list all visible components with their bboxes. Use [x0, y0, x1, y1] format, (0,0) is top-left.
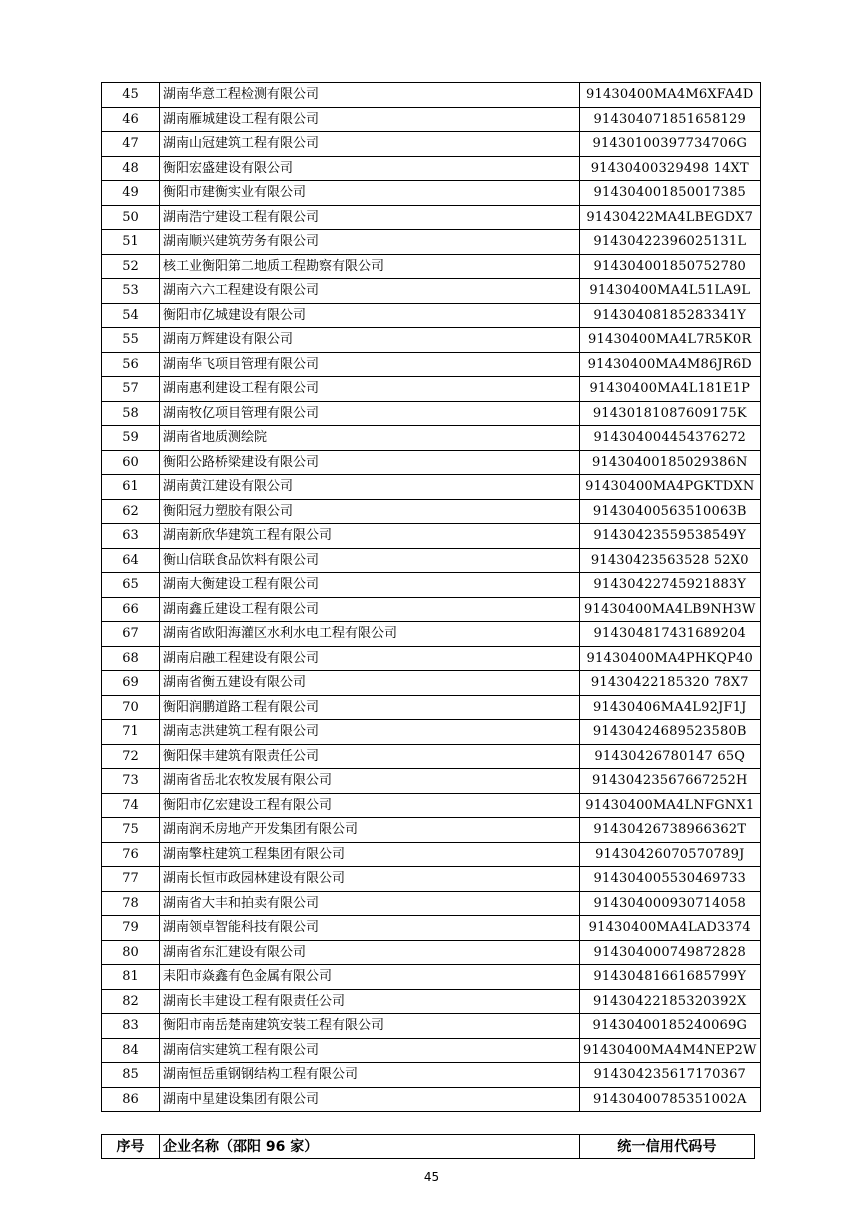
- row-company-name: 湖南新欣华建筑工程有限公司: [160, 524, 580, 549]
- row-index: 66: [102, 597, 160, 622]
- table-row: [102, 352, 761, 377]
- row-credit-code: 91430400MA4M86JR6D: [580, 352, 761, 377]
- row-index: 67: [102, 622, 160, 647]
- table-row: [102, 744, 761, 769]
- table-row: [102, 426, 761, 451]
- row-index: 52: [102, 254, 160, 279]
- row-company-name: 湖南雁城建设工程有限公司: [160, 107, 580, 132]
- table-row: [102, 1014, 761, 1039]
- table-row: [102, 818, 761, 843]
- table-row: [102, 254, 761, 279]
- row-credit-code: 914304001850752780: [580, 254, 761, 279]
- row-index: 85: [102, 1063, 160, 1088]
- row-company-name: 湖南华飞项目管理有限公司: [160, 352, 580, 377]
- row-company-name: 湖南启融工程建设有限公司: [160, 646, 580, 671]
- row-company-name: 湖南牧亿项目管理有限公司: [160, 401, 580, 426]
- row-index: 70: [102, 695, 160, 720]
- row-credit-code: 91430423567667252H: [580, 769, 761, 794]
- table-row: [102, 622, 761, 647]
- row-index: 49: [102, 181, 160, 206]
- row-index: 47: [102, 132, 160, 157]
- table-row: [102, 107, 761, 132]
- row-company-name: 湖南惠利建设工程有限公司: [160, 377, 580, 402]
- row-credit-code: 91430426780147 65Q: [580, 744, 761, 769]
- row-index: 61: [102, 475, 160, 500]
- table-row: [102, 646, 761, 671]
- table-row: [102, 573, 761, 598]
- row-credit-code: 91430400MA4LAD3374: [580, 916, 761, 941]
- table-row: [102, 401, 761, 426]
- row-index: 75: [102, 818, 160, 843]
- row-credit-code: 91430422745921883Y: [580, 573, 761, 598]
- row-index: 68: [102, 646, 160, 671]
- row-index: 59: [102, 426, 160, 451]
- row-company-name: 湖南山冠建筑工程有限公司: [160, 132, 580, 157]
- row-index: 62: [102, 499, 160, 524]
- row-company-name: 湖南领卓智能科技有限公司: [160, 916, 580, 941]
- company-table-body: [102, 83, 761, 1112]
- row-index: 78: [102, 891, 160, 916]
- row-company-name: 湖南省衡五建设有限公司: [160, 671, 580, 696]
- row-company-name: 衡阳市南岳楚南建筑安装工程有限公司: [160, 1014, 580, 1039]
- row-company-name: 湖南润禾房地产开发集团有限公司: [160, 818, 580, 843]
- table-row: [102, 328, 761, 353]
- row-index: 55: [102, 328, 160, 353]
- row-company-name: 衡阳市亿城建设有限公司: [160, 303, 580, 328]
- row-company-name: 衡阳市亿宏建设工程有限公司: [160, 793, 580, 818]
- table-row: [102, 916, 761, 941]
- row-credit-code: 91430424689523580B: [580, 720, 761, 745]
- row-index: 81: [102, 965, 160, 990]
- row-credit-code: 914304817431689204: [580, 622, 761, 647]
- row-credit-code: 91430422396025131L: [580, 230, 761, 255]
- row-index: 79: [102, 916, 160, 941]
- row-index: 77: [102, 867, 160, 892]
- row-credit-code: 91430100397734706G: [580, 132, 761, 157]
- row-credit-code: 91430400MA4L51LA9L: [580, 279, 761, 304]
- row-company-name: 湖南六六工程建设有限公司: [160, 279, 580, 304]
- row-index: 72: [102, 744, 160, 769]
- table-row: [102, 965, 761, 990]
- row-credit-code: 91430408185283341Y: [580, 303, 761, 328]
- table-row: [102, 205, 761, 230]
- row-credit-code: 914304071851658129: [580, 107, 761, 132]
- row-company-name: 湖南大衡建设工程有限公司: [160, 573, 580, 598]
- table-row: [102, 475, 761, 500]
- header-row: [102, 1135, 755, 1159]
- row-company-name: 衡阳市建衡实业有限公司: [160, 181, 580, 206]
- row-company-name: 湖南省东汇建设有限公司: [160, 940, 580, 965]
- table-row: [102, 548, 761, 573]
- row-index: 51: [102, 230, 160, 255]
- row-index: 80: [102, 940, 160, 965]
- row-index: 82: [102, 989, 160, 1014]
- row-credit-code: 91430400185029386N: [580, 450, 761, 475]
- table-row: [102, 1038, 761, 1063]
- row-index: 69: [102, 671, 160, 696]
- table-row: [102, 132, 761, 157]
- row-credit-code: 914304000749872828: [580, 940, 761, 965]
- row-credit-code: 91430481661685799Y: [580, 965, 761, 990]
- row-index: 54: [102, 303, 160, 328]
- table-row: [102, 720, 761, 745]
- row-index: 74: [102, 793, 160, 818]
- table-row: [102, 230, 761, 255]
- row-company-name: 湖南省大丰和拍卖有限公司: [160, 891, 580, 916]
- table-row: [102, 1063, 761, 1088]
- row-credit-code: 91430400MA4M6XFA4D: [580, 83, 761, 108]
- row-index: 63: [102, 524, 160, 549]
- table-row: [102, 769, 761, 794]
- row-index: 76: [102, 842, 160, 867]
- row-index: 84: [102, 1038, 160, 1063]
- table-row: [102, 597, 761, 622]
- row-credit-code: 91430423563528 52X0: [580, 548, 761, 573]
- row-credit-code: 91430426738966362T: [580, 818, 761, 843]
- row-company-name: 湖南省地质测绘院: [160, 426, 580, 451]
- row-credit-code: 91430181087609175K: [580, 401, 761, 426]
- row-credit-code: 91430400MA4L181E1P: [580, 377, 761, 402]
- row-company-name: 湖南省岳北农牧发展有限公司: [160, 769, 580, 794]
- row-company-name: 湖南中星建设集团有限公司: [160, 1087, 580, 1112]
- row-index: 58: [102, 401, 160, 426]
- row-company-name: 湖南长恒市政园林建设有限公司: [160, 867, 580, 892]
- header-index: 序号: [102, 1135, 160, 1159]
- row-index: 56: [102, 352, 160, 377]
- row-credit-code: 91430400MA4PHKQP40: [580, 646, 761, 671]
- row-credit-code: 91430400185240069G: [580, 1014, 761, 1039]
- row-company-name: 湖南鑫丘建设工程有限公司: [160, 597, 580, 622]
- row-index: 57: [102, 377, 160, 402]
- table-row: [102, 156, 761, 181]
- row-credit-code: 914304001850017385: [580, 181, 761, 206]
- row-credit-code: 914304005530469733: [580, 867, 761, 892]
- row-credit-code: 914304235617170367: [580, 1063, 761, 1088]
- row-company-name: 衡阳公路桥梁建设有限公司: [160, 450, 580, 475]
- row-credit-code: 91430400563510063B: [580, 499, 761, 524]
- row-index: 64: [102, 548, 160, 573]
- row-index: 50: [102, 205, 160, 230]
- table-row: [102, 1087, 761, 1112]
- row-company-name: 核工业衡阳第二地质工程勘察有限公司: [160, 254, 580, 279]
- row-credit-code: 91430400MA4LNFGNX1: [580, 793, 761, 818]
- row-company-name: 湖南黄江建设有限公司: [160, 475, 580, 500]
- row-credit-code: 91430406MA4L92JF1J: [580, 695, 761, 720]
- row-company-name: 衡阳冠力塑胶有限公司: [160, 499, 580, 524]
- row-credit-code: 91430400MA4M4NEP2W: [580, 1038, 761, 1063]
- row-company-name: 湖南顺兴建筑劳务有限公司: [160, 230, 580, 255]
- row-index: 48: [102, 156, 160, 181]
- row-company-name: 湖南擎柱建筑工程集团有限公司: [160, 842, 580, 867]
- table-row: [102, 181, 761, 206]
- row-credit-code: 91430400785351002A: [580, 1087, 761, 1112]
- table-row: [102, 867, 761, 892]
- table-row: [102, 377, 761, 402]
- header-company-name: 企业名称（邵阳 96 家）: [160, 1135, 580, 1159]
- table-row: [102, 989, 761, 1014]
- row-credit-code: 91430422185320 78X7: [580, 671, 761, 696]
- row-credit-code: 91430422185320392X: [580, 989, 761, 1014]
- row-index: 83: [102, 1014, 160, 1039]
- row-credit-code: 91430400MA4L7R5K0R: [580, 328, 761, 353]
- table-row: [102, 891, 761, 916]
- row-index: 71: [102, 720, 160, 745]
- table-row: [102, 303, 761, 328]
- row-company-name: 湖南万辉建设有限公司: [160, 328, 580, 353]
- row-credit-code: 91430400MA4PGKTDXN: [580, 475, 761, 500]
- table-row: [102, 450, 761, 475]
- row-company-name: 耒阳市焱鑫有色金属有限公司: [160, 965, 580, 990]
- row-company-name: 衡阳保丰建筑有限责任公司: [160, 744, 580, 769]
- table-row: [102, 279, 761, 304]
- next-section-header-table: [101, 1134, 755, 1159]
- row-index: 53: [102, 279, 160, 304]
- row-company-name: 衡阳宏盛建设有限公司: [160, 156, 580, 181]
- table-row: [102, 671, 761, 696]
- row-credit-code: 91430400329498 14XT: [580, 156, 761, 181]
- table-row: [102, 524, 761, 549]
- row-company-name: 湖南浩宁建设工程有限公司: [160, 205, 580, 230]
- row-company-name: 衡阳润鹏道路工程有限公司: [160, 695, 580, 720]
- row-index: 46: [102, 107, 160, 132]
- row-credit-code: 914304004454376272: [580, 426, 761, 451]
- row-index: 86: [102, 1087, 160, 1112]
- row-company-name: 衡山信联食品饮料有限公司: [160, 548, 580, 573]
- row-company-name: 湖南志洪建筑工程有限公司: [160, 720, 580, 745]
- row-credit-code: 91430426070570789J: [580, 842, 761, 867]
- row-credit-code: 91430423559538549Y: [580, 524, 761, 549]
- row-index: 45: [102, 83, 160, 108]
- row-credit-code: 91430400MA4LB9NH3W: [580, 597, 761, 622]
- table-row: [102, 842, 761, 867]
- row-company-name: 湖南华意工程检测有限公司: [160, 83, 580, 108]
- row-company-name: 湖南信实建筑工程有限公司: [160, 1038, 580, 1063]
- table-row: [102, 793, 761, 818]
- table-row: [102, 940, 761, 965]
- row-index: 73: [102, 769, 160, 794]
- row-index: 65: [102, 573, 160, 598]
- page-number: 45: [423, 1170, 440, 1184]
- row-company-name: 湖南省欧阳海灌区水利水电工程有限公司: [160, 622, 580, 647]
- row-company-name: 湖南恒岳重钢钢结构工程有限公司: [160, 1063, 580, 1088]
- row-index: 60: [102, 450, 160, 475]
- company-table: [101, 82, 761, 1112]
- row-company-name: 湖南长丰建设工程有限责任公司: [160, 989, 580, 1014]
- row-credit-code: 914304000930714058: [580, 891, 761, 916]
- header-credit-code: 统一信用代码号: [580, 1135, 755, 1159]
- table-row: [102, 83, 761, 108]
- row-credit-code: 91430422MA4LBEGDX7: [580, 205, 761, 230]
- table-row: [102, 499, 761, 524]
- table-row: [102, 695, 761, 720]
